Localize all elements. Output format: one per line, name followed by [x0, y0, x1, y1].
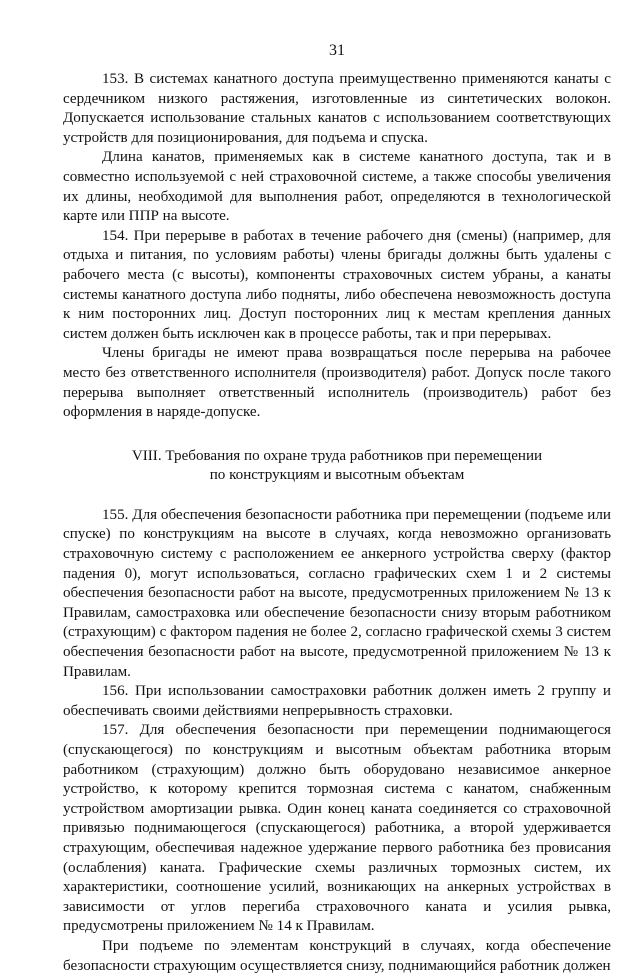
paragraph-156: 156. При использовании самостраховки работник должен иметь 2 группу и обеспечивать своими действиями непрерывность страховки.: [63, 683, 611, 719]
paragraph-rope-length: Длина канатов, применяемых как в системе канатного доступа, так и в совместно используемой с ней страховочной системе, а также способы увеличения их длины, необходимой для выполнения работ, определяются в технологической карте или ППР на высоте.: [63, 149, 611, 225]
section-heading: [63, 447, 611, 486]
paragraph-brigade-return: Члены бригады не имеют права возвращаться после перерыва на рабочее место без ответственного исполнителя (производителя) работ. Допуск после такого перерыва выполняет ответственный исполнитель (производитель) работ без оформления в наряде-допуске.: [63, 345, 611, 421]
paragraph-153: 153. В системах канатного доступа преимущественно применяются канаты с сердечником низкого растяжения, изготовленные из синтетических волокон. Допускается использование стальных канатов с использованием соответствующих устройств для позиционирования, для подъема и спуска.: [63, 71, 611, 146]
page-number: 31: [329, 42, 345, 59]
paragraph-lift-safety: При подъеме по элементам конструкций в случаях, когда обеспечение безопасности страхующим осуществляется снизу, поднимающийся работник должен: [63, 937, 611, 974]
paragraph-155: 155. Для обеспечения безопасности работника при перемещении (подъеме или спуске) по конструкциям на высоте в случаях, когда невозможно организовать страховочную систему с расположением ее анкерного устройства сверху (фактор падения 0), могут использоваться, согласно графических схем 1 и 2 системы обеспечения безопасности работ на высоте, предусмотренных приложением № 13 к Правилам, самостраховка или обеспечение безопасности снизу вторым работником (страхующим) с фактором падения не более 2, согласно графической схемы 3 систем обеспечения безопасности работ на высоте, предусмотренной приложением № 13 к Правилам.: [63, 506, 611, 680]
section-heading-line-2: по конструкциям и высотным объектам: [209, 467, 465, 484]
document-body: [63, 70, 611, 976]
section-heading-line-1: VIII. Требования по охране труда работников при перемещении: [131, 447, 543, 464]
paragraph-157: 157. Для обеспечения безопасности при перемещении поднимающегося (спускающегося) по конструкциям и высотным объектам работника вторым работником (страхующим) должно быть оборудовано независимое анкерное устройство, к которому крепится тормозная система с канатом, снабженным устройством амортизации рывка. Один конец каната соединяется со страховочной привязью поднимающегося (спускающегося) работника, а второй удерживается страхующим, обеспечивая надежное удержание первого работника без провисания (ослабления) каната. Графические схемы различных тормозных систем, их характеристики, соотношение усилий, возникающих на анкерных устройствах в зависимости от углов перегиба страховочного каната и усилия рывка, предусмотрены приложением № 14 к Правилам.: [63, 722, 611, 935]
paragraph-154: 154. При перерыве в работах в течение рабочего дня (смены) (например, для отдыха и питания, по условиям работы) члены бригады должны быть удалены с рабочего места (с высоты), компоненты страховочных систем убраны, а канаты системы канатного доступа либо подняты, либо обеспечена невозможность доступа к ним посторонних лиц. Доступ посторонних лиц к местам крепления данных систем должен быть исключен как в процессе работы, так и при перерывах.: [63, 227, 611, 342]
